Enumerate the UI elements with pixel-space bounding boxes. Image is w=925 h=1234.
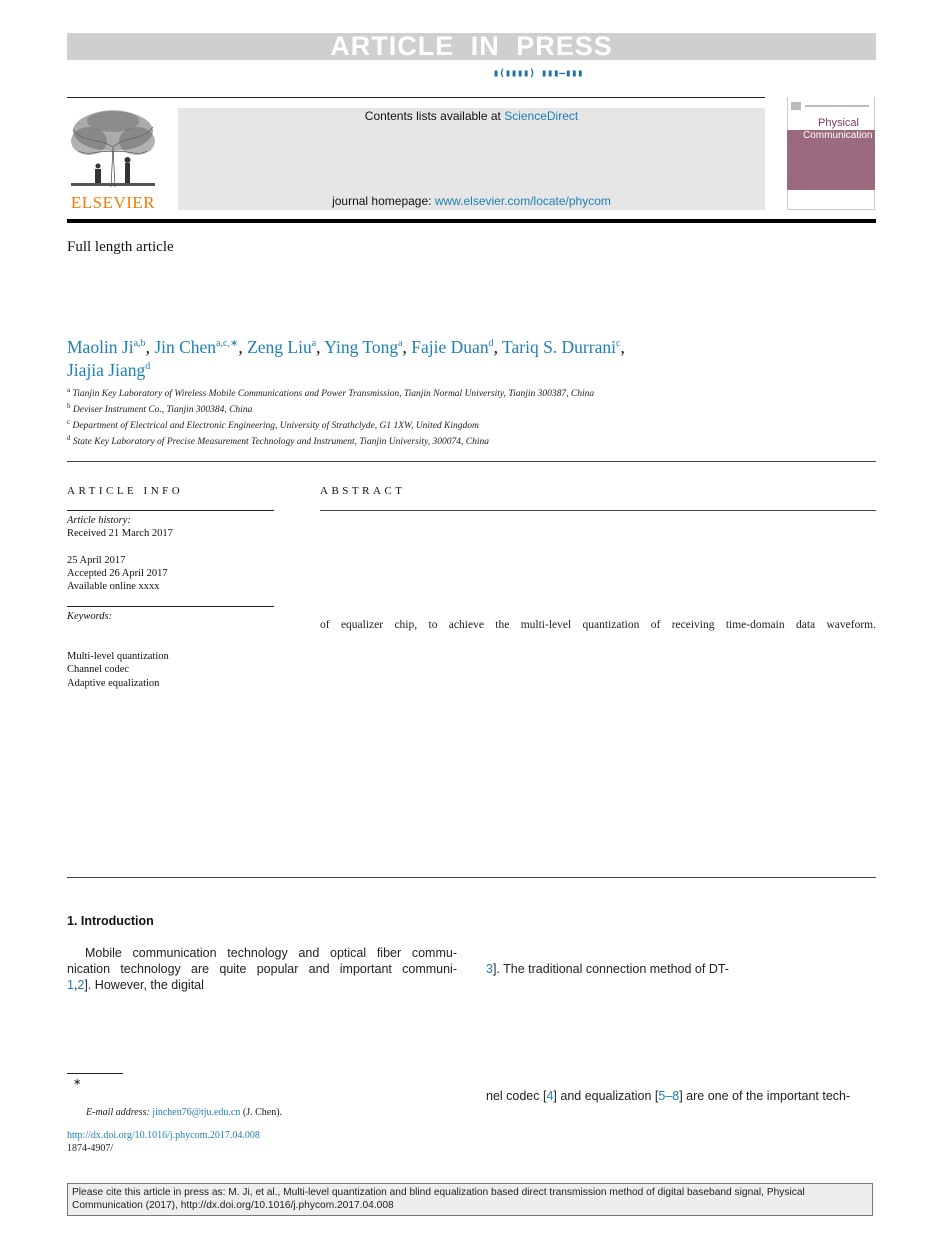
page-code: ▮(▮▮▮▮) ▮▮▮–▮▮▮ (493, 68, 584, 79)
cover-title-communication: Communication (803, 130, 873, 141)
author-affil-sup: d (488, 338, 494, 349)
author-name[interactable]: Fajie Duan (411, 337, 489, 357)
info-rule (67, 510, 274, 511)
affiliation-sup: d (67, 434, 71, 442)
top-rule (67, 97, 765, 98)
author-name[interactable]: Jin Chen (154, 337, 217, 357)
author-affil-sup: a (398, 338, 403, 349)
section-rule (67, 461, 876, 462)
affiliation-sup: c (67, 418, 71, 426)
cover-title-physical: Physical (818, 117, 859, 129)
author-name[interactable]: Zeng Liu (247, 337, 312, 357)
affiliation-sup: b (67, 402, 71, 410)
section-heading-introduction: 1. Introduction (67, 914, 154, 928)
intro-line: 1,2]. However, the digital (67, 978, 204, 992)
intro-line: nication technology are quite popular and important communi- (67, 962, 457, 976)
revised-date: 25 April 2017 (67, 555, 126, 566)
cover-header-icon (791, 101, 871, 113)
email-footnote (86, 1107, 282, 1118)
affiliation (67, 418, 479, 431)
reference-link[interactable]: 2 (77, 978, 85, 992)
affiliation (67, 386, 594, 399)
intro-line (486, 1088, 850, 1104)
online-date: Available online xxxx (67, 581, 160, 592)
footnote-star: ∗ (73, 1077, 82, 1088)
article-in-press-banner: ARTICLE IN PRESS (67, 33, 876, 60)
publisher-wordmark: ELSEVIER (70, 193, 156, 212)
abstract-end-rule (67, 877, 876, 878)
abstract-text: of equalizer chip, to achieve the multi-level quantization of receiving time-domain data waveform. (320, 619, 876, 631)
citation-line: Please cite this article in press as: M. Ji, et al., Multi-level quantization and blind equalization based direct transmission method of digital baseband signal, Physical (72, 1187, 805, 1198)
received-date: Received 21 March 2017 (67, 528, 173, 539)
author-affil-sup: a,c,∗ (216, 338, 239, 349)
journal-homepage-link[interactable]: www.elsevier.com/locate/phycom (434, 194, 611, 208)
author-name[interactable]: Maolin Ji (67, 337, 134, 357)
affiliation (67, 434, 489, 447)
affiliation (67, 402, 252, 415)
homepage-line (178, 194, 765, 208)
keywords-rule (67, 606, 274, 607)
intro-text: ] are one of the important tech- (679, 1089, 851, 1103)
reference-link[interactable]: 1 (67, 978, 74, 992)
keyword: Adaptive equalization (67, 678, 160, 689)
article-info-heading: ARTICLE INFO (67, 485, 184, 497)
article-type: Full length article (67, 239, 174, 255)
affiliation-text: Tianjin Key Laboratory of Wireless Mobile Communications and Power Transmission, Tianjin Normal University, Tianjin 300387, China (72, 389, 595, 399)
contents-prefix: Contents lists available at (364, 109, 505, 123)
intro-text: ] and equalization [ (553, 1089, 659, 1103)
doi-link[interactable] (67, 1130, 260, 1141)
affiliation-sup: a (67, 386, 71, 394)
history-label: Article history: (67, 515, 131, 526)
affiliation-text: Department of Electrical and Electronic Engineering, University of Strathclyde, G1 1XW, United Kingdom (72, 421, 479, 431)
intro-text: ]. The traditional connection method of DT- (492, 962, 729, 976)
author-affil-sup: a (311, 338, 317, 349)
contents-line (178, 109, 765, 123)
affiliation-text: State Key Laboratory of Precise Measurement Technology and Instrument, Tianjin University, 300074, China (72, 437, 489, 447)
intro-line: Mobile communication technology and optical fiber commu- (85, 946, 457, 960)
citation-line: Communication (2017), http://dx.doi.org/10.1016/j.phycom.2017.04.008 (72, 1200, 394, 1211)
intro-text: ]. However, the digital (84, 978, 204, 992)
reference-link[interactable]: 3 (486, 962, 493, 976)
author-affil-sup: d (145, 361, 151, 372)
homepage-prefix: journal homepage: (332, 194, 435, 208)
header-thick-rule (67, 219, 876, 223)
author-affil-sup: c (615, 338, 621, 349)
reference-link[interactable]: 4 (546, 1089, 554, 1103)
author-name[interactable]: Ying Tong (324, 337, 399, 357)
footnote-rule (67, 1073, 123, 1074)
author-name[interactable]: Jiajia Jiang (67, 360, 146, 380)
author-name[interactable]: Tariq S. Durrani (502, 337, 616, 357)
intro-text: nel codec [ (486, 1089, 547, 1103)
author-list: Maolin Ji$^{a,b}$, Jin Chen$^{a,c,∗}$, Zeng Liu$^a$, Ying Tong$^a$, Fajie Duan$^d$, Tariq S. Durrani$^c$, Jiajia Jiang$^d$ (67, 337, 625, 380)
sciencedirect-link[interactable]: ScienceDirect (504, 109, 579, 123)
abstract-heading: ABSTRACT (320, 485, 406, 497)
reference-link[interactable]: 5–8 (658, 1089, 680, 1103)
author-affil-sup: a,b (133, 338, 146, 349)
email-link[interactable]: jinchen76@tju.edu.cn (152, 1107, 241, 1118)
keywords-label: Keywords: (67, 611, 113, 622)
keyword: Channel codec (67, 664, 130, 675)
doi-text[interactable]: http://dx.doi.org/10.1016/j.phycom.2017.04.008 (67, 1130, 260, 1141)
keyword: Multi-level quantization (67, 651, 169, 662)
affiliation-text: Deviser Instrument Co., Tianjin 300384, China (72, 405, 253, 415)
email-suffix: (J. Chen). (240, 1107, 283, 1118)
email-label: E-mail address: (86, 1107, 153, 1118)
abstract-rule (320, 510, 876, 511)
citation-box (67, 1183, 873, 1216)
accepted-date: Accepted 26 April 2017 (67, 568, 168, 579)
intro-line (486, 961, 729, 977)
issn: 1874-4907/ (67, 1143, 114, 1154)
